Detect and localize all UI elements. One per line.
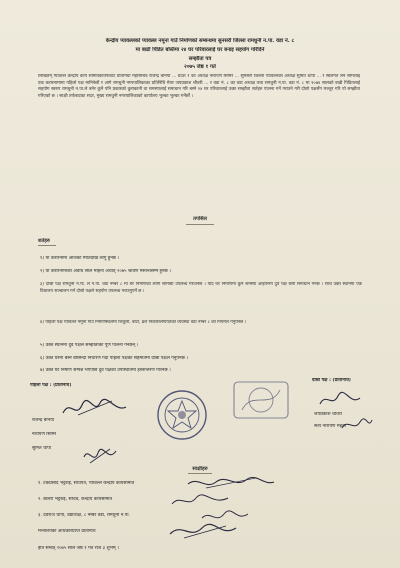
- document-title-line2: मा बाढी पिडित बस्तिमा २४ घर परिवारलाई घर बनाइ सहयोग गरिदिने: [135, 47, 265, 53]
- witness-item: ३. देवराज थापा, वडाध्यक्ष, ८ नम्बर वडा, रामधुनी न.पा.: [38, 513, 130, 518]
- signature-second-party-2: [340, 416, 374, 434]
- condition-item: २) यो करारनामाको अवधि साल महिना अर्थात् २०७५ श्रावण मसान्तसम्म हुनेछ ।: [40, 269, 171, 274]
- second-party-heading: दोस्रो पक्ष : (प्रतिनिधि): [312, 378, 351, 383]
- witness-item: १. टंकप्रसाद भट्टराई, सोधपत्र, प्यावल्ल केन्द्रीय कार्यसमिति: [38, 481, 135, 486]
- witness-heading: साक्षीहरु: [192, 466, 208, 472]
- signature-first-party-2: [80, 445, 120, 467]
- first-party-name: सुमित थापा: [32, 446, 52, 451]
- terms-heading-underline: [186, 224, 214, 225]
- terms-heading: तपसिल: [193, 216, 207, 222]
- conditions-heading: शर्तहरु: [38, 238, 50, 244]
- condition-item: १) यो करारनामा आजको मितिदेखि लागु हुनेछ ।: [40, 256, 120, 261]
- condition-item: ३) दोस्रो पक्ष रामधुनी न.पा. ले न.पा. वडा नम्बर ८ मा घर निर्माणको लागि सामाग्री उपलब्ध गराउनेछ । यदि घर निर्माणमा कुनै समस्या आइपरेमा दुवै पक्ष बसी समाधान गर्नेछ । साथै उक्त स्थानमा एक विधालय सञ्चालन गर्न दोस्रो पक्षले सहयोग उपलब्ध गराउनुपर्ने छ ।: [40, 282, 362, 294]
- signature-witness-1: [186, 474, 276, 492]
- document-title-line1: केन्द्रीय प्यावल्लको प्यावल्ल नमूना गाउँ निर्माणको सम्बन्धमा सुनसरी जिल्ला रामधुनी न.पा. वडा नं. ८: [105, 38, 295, 44]
- document-date: २०७५ जेष्ठ १ गते: [184, 64, 216, 70]
- condition-item: ६) उक्त घरमा बस्ने बासिन्दा निर्धारण गर्दा पहिलो पक्षको सहमतिमा दोस्रो पक्षले गर्नुपर्नेछ ।: [40, 356, 188, 361]
- second-party-name: जयप्रकाश चौधरी: [314, 412, 342, 417]
- second-party-name: सत्य नारायण मेहता: [314, 424, 346, 429]
- condition-item: ४) पहिलो पक्ष प्यावल्ल नमूना गाउँ निर्माणस्थलमा बिजुली, बाटो, ढल निकासलगायतको व्यवस्था वडा नम्बर ८ को नियमले गर्नुपर्नेछ ।: [40, 320, 247, 325]
- conditions-heading-underline: [38, 245, 56, 246]
- first-party-name: नारायण सिमिरे: [32, 432, 57, 437]
- closing-line: इति सम्वत् २०७५ साल जेष्ठ १ गते रोज ३ शुभम् ।: [38, 546, 119, 551]
- first-party-heading: पहिलो पक्ष : (प्रतिनिधि): [30, 383, 72, 388]
- first-party-name: राजेन्द्र बनिया: [32, 418, 55, 423]
- seal-first-party: [156, 389, 208, 445]
- signature-first-party-1: [60, 395, 130, 421]
- intro-paragraph: लिखितम् प्यावल्ल केन्द्रीय कार्य समितिकातर्फबाट प्रतिनिधी महासचिव राजेन्द्र बनिया ... प्रदेश १ का अध्यक्ष नारायण सिमिरे ... सुमसरी जिल्ला प्यावल्लका अध्यक्ष सुमित थापा ... र स्थलगत लेन सोमलाई एक करारनामामा पहिलो पक्ष मानिनेछौ र आगे रामधुनी नगरपालिकाका प्रतिनिधि मेयर जयप्रकाश चौधरी ... र वडा नं. ८ का वडा अध्यक्ष तथा रामधुनी न.पा. वडा नं. ८ मा २०७४ सालको बाढी पिडितलाई सहयोग स्वरुप रामधुनी न.पा.ले बनेर कुनै पनि प्रकारको कुराकानी वा समस्यालाई समाधान गरि बस्ने २४ घर परिवारलाई उक्त सम्झौता सर्तहरु पालना गर्ने गराउने गरी दोस्रो पक्षसँग मञ्जुर गरि यो सम्झौता गरिएको छ । साक्षी तर्फबाटका सदर, मुख्य रामधुनी नगरपालिकाको कार्यालय भुल्का भुल्का गर्नेछौं ।: [38, 74, 360, 99]
- signature-second-party-1: [318, 390, 362, 410]
- condition-item: ७) उक्त घर निर्माण सम्पन्न भएपछि दुवै पक्षको उपस्थितिमा हस्तान्तरण गरिनेछ ।: [40, 368, 171, 373]
- condition-item: ५) उक्त स्थानमा दुवै पक्षले सम्झौताको पूर्ण पालना गर्नेछन् ।: [40, 343, 139, 348]
- signature-witness-4: [168, 520, 238, 542]
- seal-second-party: [232, 380, 290, 424]
- witness-item: मन्त्रीलयको अधिकारप्राप्त प्रतिनिधि: [38, 529, 96, 534]
- witness-item: २. बालरी भट्टराई, सचिव, केन्द्रीय कार्यसमिति: [38, 497, 113, 502]
- document-title-line3: सम्झौता पत्र: [188, 56, 212, 62]
